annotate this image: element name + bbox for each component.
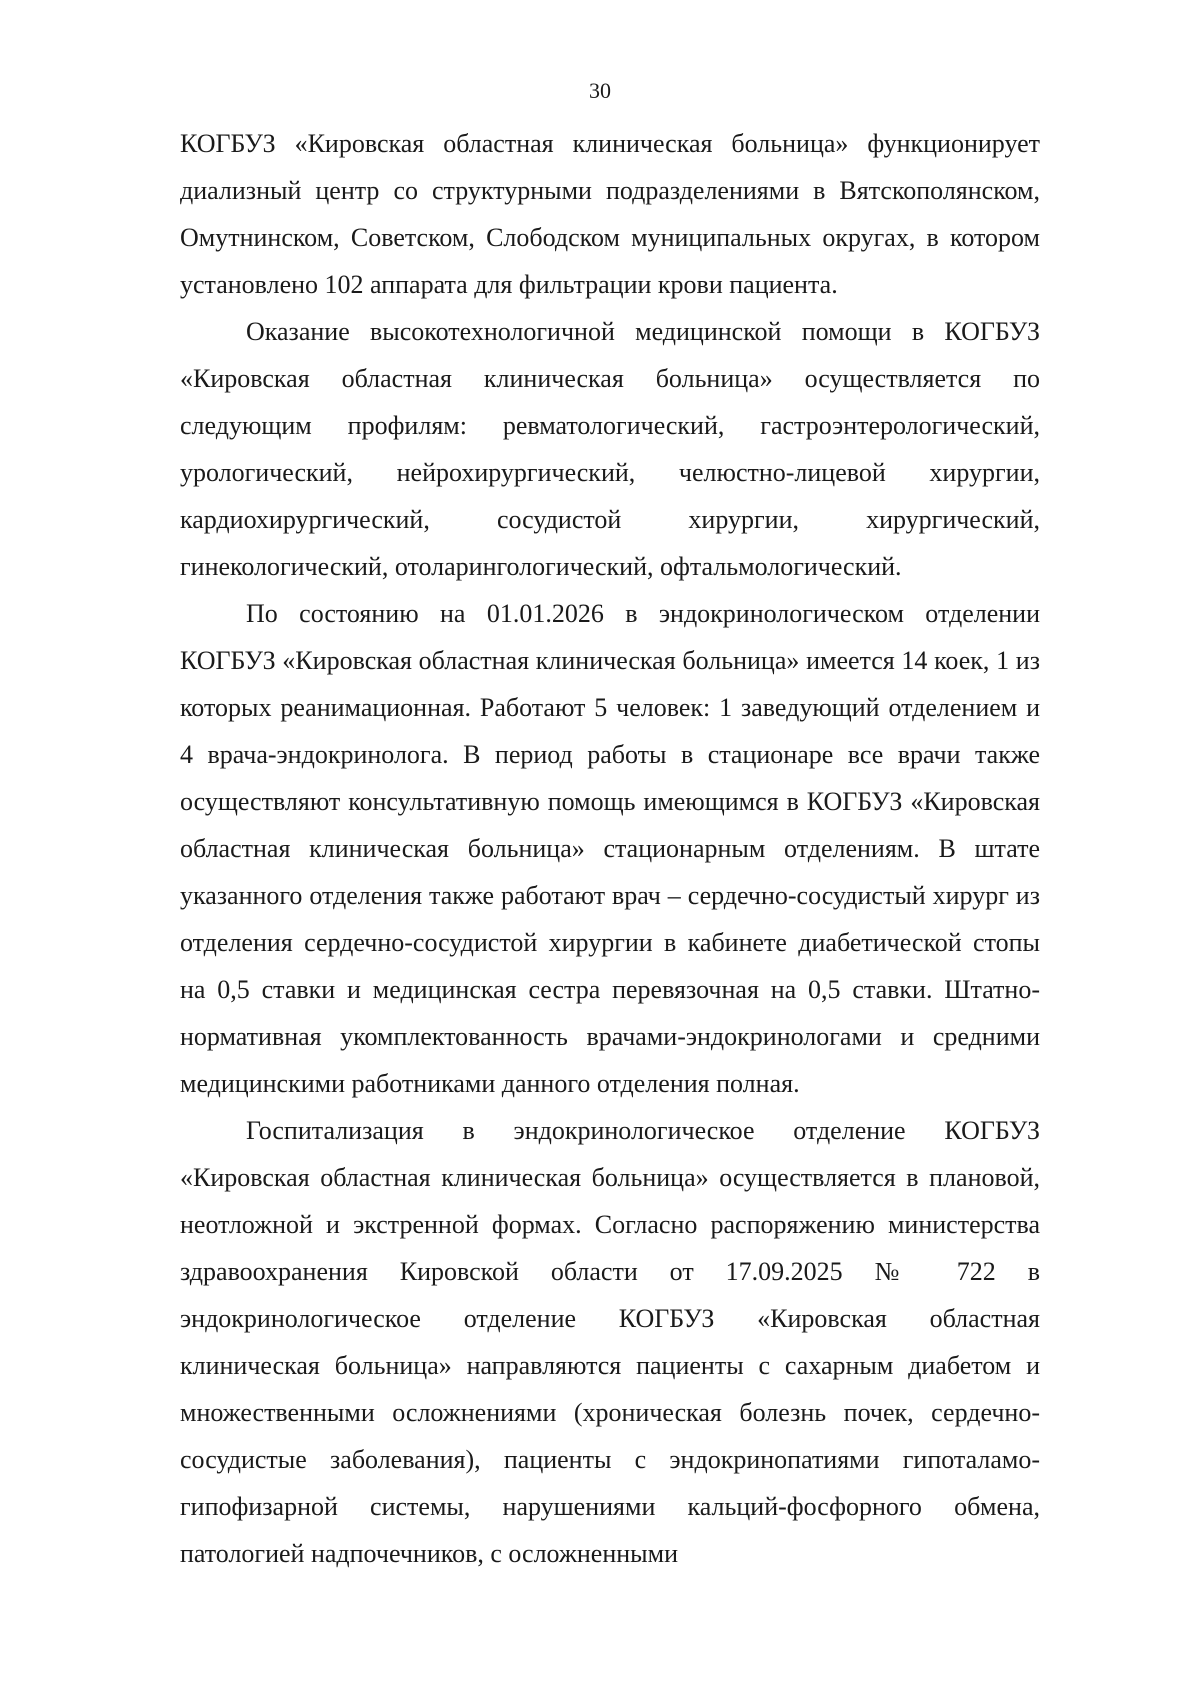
paragraph-endocrinology-department: По состоянию на 01.01.2026 в эндокринологическом отделении КОГБУЗ «Кировская областная клиническая больница» имеется 14 коек, 1 из которых реанимационная. Работают 5 человек: 1 заведующий отделением и 4 врача-эндокринолога. В период работы в стационаре все врачи также осуществляют консультативную помощь имеющимся в КОГБУЗ «Кировская областная клиническая больница» стационарным отделениям. В штате указанного отделения также работают врач – сердечно-сосудистый хирург из отделения сердечно-сосудистой хирургии в кабинете диабетической стопы на 0,5 ставки и медицинская сестра перевязочная на 0,5 ставки. Штатно-нормативная укомплектованность врачами-эндокринологами и средними медицинскими работниками данного отделения полная. (180, 599, 1040, 1098)
paragraph-dialysis-center: КОГБУЗ «Кировская областная клиническая больница» функционирует диализный центр со структурными подразделениями в Вятскополянском, Омутнинском, Советском, Слободском муниципальных округах, в котором установлено 102 аппарата для фильтрации крови пациента. (180, 129, 1040, 299)
paragraph-hospitalization: Госпитализация в эндокринологическое отделение КОГБУЗ «Кировская областная клиническая больница» осуществляется в плановой, неотложной и экстренной формах. Согласно распоряжению министерства здравоохранения Кировской области от 17.09.2025 № 722 в эндокринологическое отделение КОГБУЗ «Кировская областная клиническая больница» направляются пациенты с сахарным диабетом и множественными осложнениями (хроническая болезнь почек, сердечно-сосудистые заболевания), пациенты с эндокринопатиями гипоталамо-гипофизарной системы, нарушениями кальций-фосфорного обмена, патологией надпочечников, с осложненными (180, 1116, 1040, 1568)
page-number: 30 (589, 78, 611, 103)
paragraph-high-tech-care: Оказание высокотехнологичной медицинской помощи в КОГБУЗ «Кировская областная клиническая больница» осуществляется по следующим профилям: ревматологический, гастроэнтерологический, урологический, нейрохирургический, челюстно-лицевой хирургии, кардиохирургический, сосудистой хирургии, хирургический, гинекологический, отоларингологический, офтальмологический. (180, 317, 1040, 581)
document-body (180, 120, 1040, 1577)
